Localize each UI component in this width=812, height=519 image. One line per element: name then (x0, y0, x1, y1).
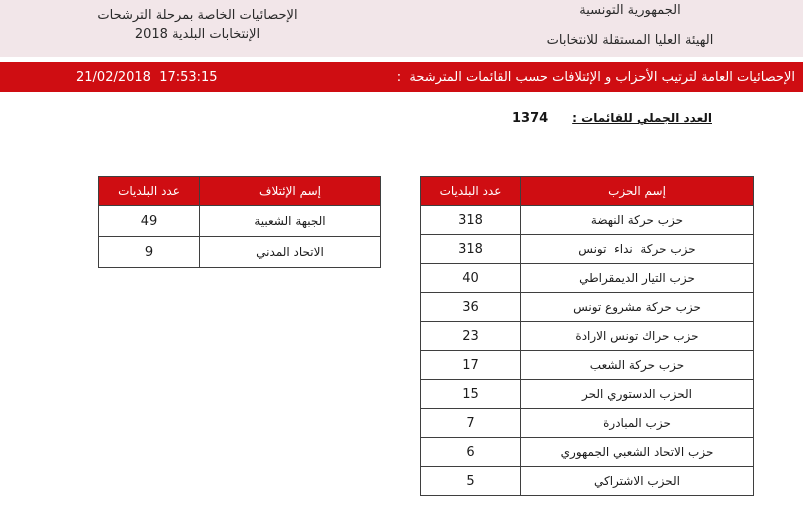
authority-title: الهيئة العليا المستقلة للانتخابات (546, 33, 714, 48)
report-datetime: 21/02/2018 17:53:15 (76, 69, 218, 85)
table-row (421, 467, 754, 496)
municipality-count-cell: 9 (99, 237, 200, 268)
municipalities-count-header: عدد البلديات (99, 177, 200, 206)
report-subtitle-block (40, 6, 355, 44)
party-table-header-row (421, 177, 754, 206)
municipality-count-cell: 15 (421, 380, 521, 409)
party-name-cell: حزب حركة الشعب (521, 351, 754, 380)
municipal-elections-title: الإنتخابات البلدية 2018 (134, 27, 261, 42)
municipality-count-cell: 7 (421, 409, 521, 438)
party-name-cell: حزب المبادرة (521, 409, 754, 438)
table-row (421, 351, 754, 380)
party-name-cell: الحزب الاشتراكي (521, 467, 754, 496)
municipality-count-cell: 17 (421, 351, 521, 380)
report-header (0, 0, 803, 57)
municipality-count-cell: 23 (421, 322, 521, 351)
total-lists-line (511, 111, 712, 126)
table-row (421, 438, 754, 467)
table-row (421, 206, 754, 235)
coalition-name-cell: الجبهة الشعبية (200, 206, 381, 237)
municipality-count-cell: 6 (421, 438, 521, 467)
party-name-cell: حزب التيار الديمقراطي (521, 264, 754, 293)
party-name-header: إسم الحزب (521, 177, 754, 206)
party-name-cell: حزب الاتحاد الشعبي الجمهوري (521, 438, 754, 467)
municipality-count-cell: 318 (421, 206, 521, 235)
table-row (99, 237, 381, 268)
table-row (421, 409, 754, 438)
table-row (421, 322, 754, 351)
party-name-cell: حزب حركة مشروع تونس (521, 293, 754, 322)
municipality-count-cell: 318 (421, 235, 521, 264)
municipality-count-cell: 36 (421, 293, 521, 322)
party-name-cell: حزب حراك تونس الارادة (521, 322, 754, 351)
banner-title: الإحصائيات العامة لترتيب الأحزاب و الإئتلافات حسب القائمات المترشحة : (396, 69, 795, 85)
coalition-name-header: إسم الإئتلاف (200, 177, 381, 206)
table-row (421, 293, 754, 322)
party-name-cell: حزب حركة النهضة (521, 206, 754, 235)
total-lists-value: 1374 (511, 111, 549, 126)
table-row (99, 206, 381, 237)
party-name-cell: حزب حركة نداء تونس (521, 235, 754, 264)
party-table (420, 176, 754, 496)
municipality-count-cell: 49 (99, 206, 200, 237)
table-row (421, 264, 754, 293)
coalition-table-header-row (99, 177, 381, 206)
report-title-banner (0, 62, 803, 92)
republic-title: الجمهورية التونسية (579, 3, 681, 18)
table-row (421, 380, 754, 409)
total-lists-label: العدد الجملي للقائمات : (572, 111, 712, 125)
municipality-count-cell: 40 (421, 264, 521, 293)
municipalities-count-header: عدد البلديات (421, 177, 521, 206)
party-name-cell: الحزب الدستوري الحر (521, 380, 754, 409)
coalition-name-cell: الاتحاد المدني (200, 237, 381, 268)
coalition-table (98, 176, 381, 268)
candidacy-phase-title: الإحصائيات الخاصة بمرحلة الترشحات (97, 8, 298, 23)
table-row (421, 235, 754, 264)
municipality-count-cell: 5 (421, 467, 521, 496)
